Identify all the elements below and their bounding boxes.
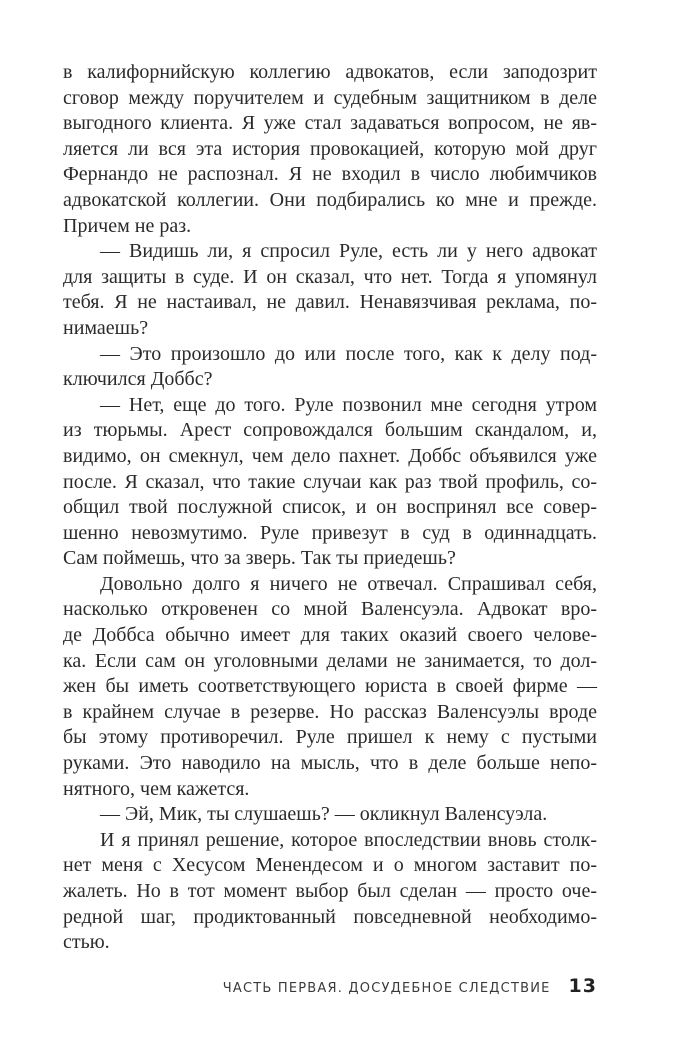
text-line: адвокатской коллегии. Они подбирались ко мне и прежде. (63, 188, 597, 211)
text-line: в крайнем случае в резерве. Но рассказ Валенсуэлы вроде (63, 700, 597, 723)
text-line: насколько откровенен со мной Валенсуэла. Адвокат вро- (63, 598, 597, 621)
text-line: руками. Это наводило на мысль, что в деле больше непо- (63, 752, 597, 775)
text-line: — Эй, Мик, ты слушаешь? — окликнул Валенсуэла. (100, 803, 548, 826)
running-head: ЧАСТЬ ПЕРВАЯ. ДОСУДЕБНОЕ СЛЕДСТВИЕ (222, 981, 551, 996)
text-line: нет меня с Хесусом Менендесом и о многом заставит по- (63, 854, 597, 877)
text-line: шенно невозмутимо. Руле привезут в суд в одиннадцать. (63, 521, 597, 544)
text-line: ка. Если сам он уголовными делами не занимается, то дол- (63, 649, 597, 672)
text-line: ключился Доббс? (63, 368, 213, 391)
page-number: 13 (568, 975, 597, 997)
text-line: редной шаг, продиктованный повседневной необходимо- (63, 905, 597, 928)
text-line: жен бы иметь соответствующего юриста в своей фирме — (63, 675, 597, 698)
text-line: И я принял решение, которое впоследствии вновь столк- (100, 828, 597, 851)
text-line: — Нет, еще до того. Руле позвонил мне сегодня утром (100, 393, 597, 416)
text-line: ляется ли вся эта история провокацией, которую мой друг (63, 137, 597, 160)
text-line: нятного, чем кажется. (63, 777, 250, 800)
text-line: — Видишь ли, я спросил Руле, есть ли у него адвокат (100, 240, 597, 263)
text-line: тебя. Я не настаивал, не давил. Ненавязчивая реклама, по- (63, 291, 597, 314)
text-line: в калифорнийскую коллегию адвокатов, если заподозрит (63, 61, 597, 83)
text-line: нимаешь? (63, 316, 149, 339)
text-line: видимо, он смекнул, чем дело пахнет. Доббс объявился уже (63, 444, 597, 467)
text-line: Фернандо не распознал. Я не входил в число любимчиков (63, 163, 597, 186)
text-line: — Это произошло до или после того, как к делу под- (100, 342, 597, 365)
text-line: Сам поймешь, что за зверь. Так ты приедешь? (63, 547, 456, 570)
text-line: бы этому противоречил. Руле пришел к нему с пустыми (63, 726, 597, 749)
text-line: после. Я сказал, что такие случаи как раз твой профиль, со- (63, 470, 597, 493)
text-line: выгодного клиента. Я уже стал задаваться вопросом, не яв- (63, 112, 597, 135)
text-line: жалеть. Но в тот момент выбор был сделан — просто оче- (63, 880, 597, 902)
text-line: сговор между поручителем и судебным защитником в деле (63, 86, 597, 109)
text-line: общил твой послужной список, и он воспринял все совер- (63, 496, 597, 519)
text-line: де Доббса обычно имеет для таких оказий своего челове- (63, 624, 597, 647)
text-line: стью. (63, 931, 110, 954)
page-footer (223, 975, 597, 997)
text-line: Довольно долго я ничего не отвечал. Спрашивал себя, (100, 572, 597, 595)
text-line: Причем не раз. (63, 214, 192, 237)
text-line: из тюрьмы. Арест сопровождался большим скандалом, и, (63, 419, 597, 442)
page-body-text (63, 60, 597, 956)
text-line: для защиты в суде. И он сказал, что нет. Тогда я упомянул (63, 265, 597, 288)
